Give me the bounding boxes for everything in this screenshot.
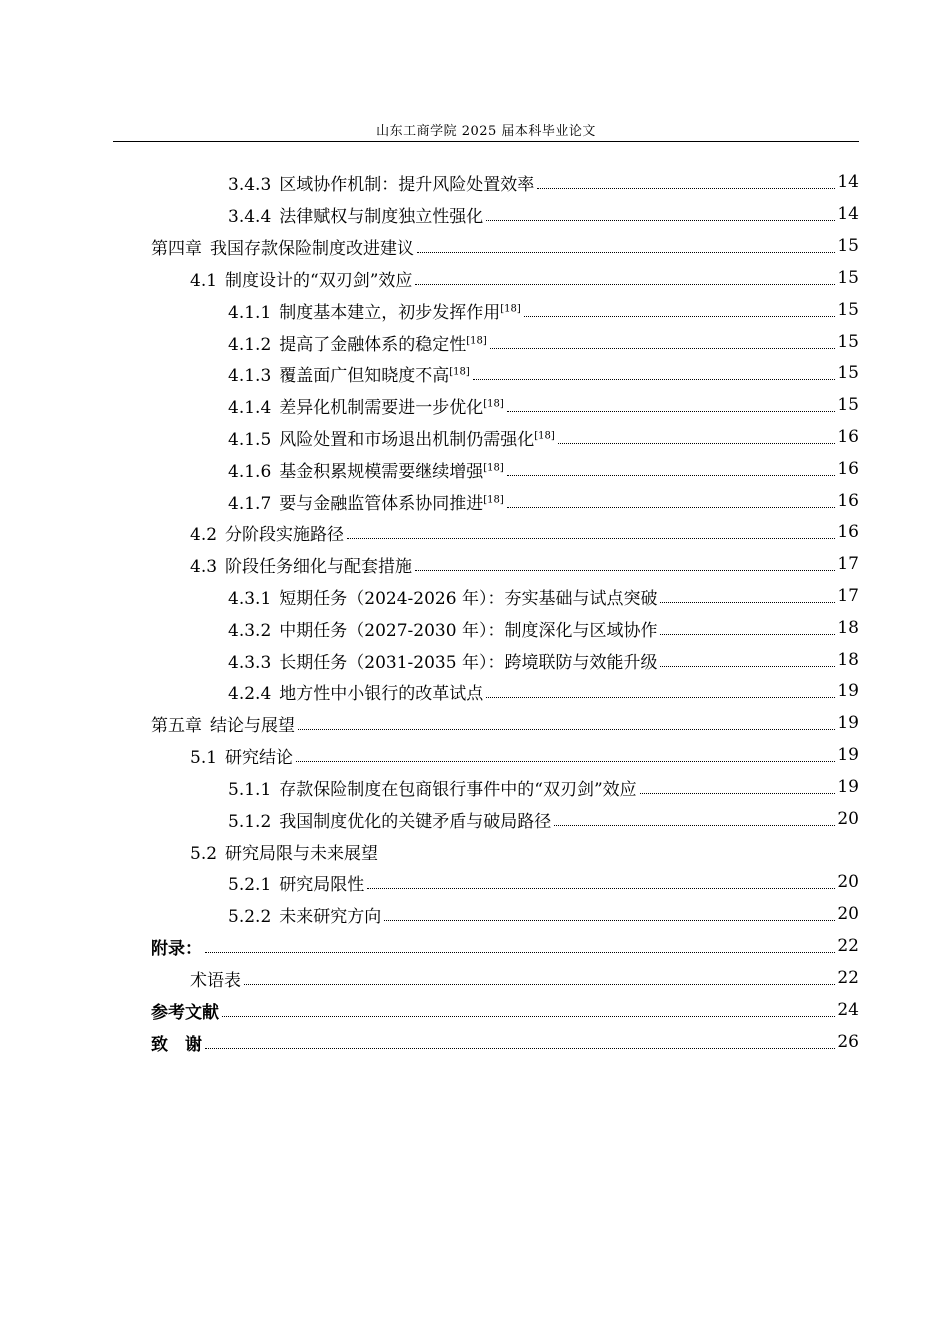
toc-entry-title: 我国存款保险制度改进建议 (210, 238, 414, 259)
toc-entry-4-3-2[interactable] (228, 612, 859, 644)
toc-entry-number: 5.1 (190, 747, 218, 768)
toc-entry-number: 5.2 (190, 843, 218, 864)
toc-entry-number: 4.3.2 (228, 620, 272, 641)
toc-page-number: 22 (837, 936, 859, 956)
toc-entry-acknowledgements[interactable] (151, 1026, 859, 1058)
toc-page-number: 16 (837, 491, 859, 511)
toc-page-number: 15 (837, 332, 859, 352)
toc-entry-number: 4.1 (190, 270, 218, 291)
dot-leader (367, 888, 835, 889)
dot-leader (384, 920, 835, 921)
toc-entry-title: 分阶段实施路径 (225, 524, 345, 545)
dot-leader (507, 411, 836, 412)
toc-entry-appendix[interactable] (151, 930, 859, 962)
toc-entry-number: 5.2.2 (228, 906, 272, 927)
toc-page-number: 15 (837, 395, 859, 415)
citation-ref: [18] (500, 302, 521, 314)
dot-leader (205, 1048, 835, 1049)
citation-ref: [18] (466, 334, 487, 346)
toc-entry-5-2-1[interactable] (228, 866, 859, 898)
dot-leader (296, 761, 835, 762)
dot-leader (490, 348, 836, 349)
toc-page-number: 15 (837, 268, 859, 288)
toc-page-number: 26 (837, 1032, 859, 1052)
toc-entry-title: 风险处置和市场退出机制仍需强化 (279, 429, 535, 450)
toc-entry-5-2[interactable] (190, 835, 859, 867)
toc-entry-4-1-5[interactable] (228, 421, 859, 453)
toc-entry-4-1-3[interactable] (228, 357, 859, 389)
dot-leader (554, 825, 835, 826)
toc-entry-glossary[interactable] (190, 962, 859, 994)
toc-entry-title: 覆盖面广但知晓度不高 (279, 365, 450, 386)
toc-entry-title: 差异化机制需要进一步优化 (279, 397, 484, 418)
toc-entry-title: 制度设计的“双刃剑”效应 (225, 270, 413, 291)
toc-entry-number: 第四章 (151, 238, 202, 259)
toc-page-number: 15 (837, 363, 859, 383)
toc-entry-title: 长期任务（2031-2035 年）：跨境联防与效能升级 (279, 652, 658, 673)
dot-leader (415, 570, 835, 571)
dot-leader (415, 284, 835, 285)
toc-entry-4-2[interactable] (190, 516, 859, 548)
header-divider (113, 141, 859, 142)
citation-ref: [18] (483, 461, 504, 473)
toc-page-number: 24 (837, 1000, 859, 1020)
toc-entry-number: 4.3.1 (228, 588, 272, 609)
toc-entry-number: 5.2.1 (228, 874, 272, 895)
toc-entry-number: 3.4.4 (228, 206, 272, 227)
dot-leader (473, 379, 836, 380)
toc-page-number: 18 (837, 650, 859, 670)
toc-page-number: 18 (837, 618, 859, 638)
toc-entry-title: 地方性中小银行的改革试点 (279, 683, 484, 704)
dot-leader (524, 316, 836, 317)
toc-entry-5-1-1[interactable] (228, 771, 859, 803)
dot-leader (507, 507, 836, 508)
toc-entry-title: 附录： (151, 938, 202, 959)
toc-entry-4-1[interactable] (190, 262, 859, 294)
toc-page-number: 16 (837, 459, 859, 479)
toc-entry-4-3-3[interactable] (228, 644, 859, 676)
citation-ref: [18] (534, 429, 555, 441)
toc-entry-chapter-5[interactable] (151, 707, 859, 739)
toc-entry-number: 4.1.6 (228, 461, 272, 482)
toc-entry-number: 5.1.2 (228, 811, 272, 832)
toc-entry-title: 研究局限性 (279, 874, 365, 895)
toc-page-number: 17 (837, 554, 859, 574)
toc-entry-number: 4.2.4 (228, 683, 272, 704)
toc-entry-number: 4.3.3 (228, 652, 272, 673)
dot-leader (660, 666, 835, 667)
toc-entry-title: 区域协作机制：提升风险处置效率 (279, 174, 535, 195)
dot-leader (640, 793, 836, 794)
toc-entry-number: 5.1.1 (228, 779, 272, 800)
toc-page-number: 20 (837, 872, 859, 892)
toc-page-number: 15 (837, 300, 859, 320)
toc-page-number: 19 (837, 745, 859, 765)
toc-entry-number: 4.1.1 (228, 302, 272, 323)
toc-entry-4-1-6[interactable] (228, 453, 859, 485)
toc-entry-title: 参考文献 (151, 1002, 219, 1023)
citation-ref: [18] (483, 397, 504, 409)
toc-entry-number: 4.1.2 (228, 334, 272, 355)
toc-page-number: 22 (837, 968, 859, 988)
dot-leader (205, 952, 835, 953)
toc-page-number: 15 (837, 236, 859, 256)
toc-entry-number: 3.4.3 (228, 174, 272, 195)
toc-entry-title: 我国制度优化的关键矛盾与破局路径 (279, 811, 552, 832)
toc-page-number: 14 (837, 172, 859, 192)
toc-entry-chapter-4[interactable] (151, 230, 859, 262)
toc-entry-number: 4.3 (190, 556, 218, 577)
dot-leader (244, 984, 835, 985)
toc-entry-4-1-2[interactable] (228, 326, 859, 358)
toc-entry-title: 未来研究方向 (279, 906, 382, 927)
toc-entry-title: 要与金融监管体系协同推进 (279, 493, 484, 514)
toc-page-number: 16 (837, 522, 859, 542)
dot-leader (660, 602, 835, 603)
dot-leader (222, 1016, 835, 1017)
dot-leader (347, 538, 835, 539)
dot-leader (486, 697, 835, 698)
toc-entry-3-4-3[interactable] (228, 166, 859, 198)
toc-entry-title: 中期任务（2027-2030 年）：制度深化与区域协作 (279, 620, 658, 641)
toc-page-number: 19 (837, 777, 859, 797)
toc-entry-number: 4.1.3 (228, 365, 272, 386)
toc-page-number: 20 (837, 809, 859, 829)
toc-entry-number: 4.1.5 (228, 429, 272, 450)
toc-page-number: 19 (837, 681, 859, 701)
dot-leader (486, 220, 835, 221)
toc-page-number: 17 (837, 586, 859, 606)
dot-leader (417, 252, 835, 253)
toc-entry-4-2-4[interactable] (228, 675, 859, 707)
toc-entry-title: 制度基本建立，初步发挥作用 (279, 302, 501, 323)
toc-entry-4-1-4[interactable] (228, 389, 859, 421)
toc-entry-references[interactable] (151, 994, 859, 1026)
toc-entry-4-1-7[interactable] (228, 485, 859, 517)
dot-leader (298, 729, 835, 730)
toc-entry-title: 法律赋权与制度独立性强化 (279, 206, 484, 227)
toc-entry-title: 致 谢 (151, 1034, 202, 1055)
toc-entry-number: 4.1.4 (228, 397, 272, 418)
dot-leader (507, 475, 836, 476)
dot-leader (537, 188, 835, 189)
toc-entry-5-1-2[interactable] (228, 803, 859, 835)
toc-entry-title: 研究结论 (225, 747, 294, 768)
toc-entry-4-1-1[interactable] (228, 294, 859, 326)
toc-entry-title: 术语表 (190, 970, 241, 991)
toc-entry-4-3-1[interactable] (228, 580, 859, 612)
toc-entry-title: 结论与展望 (210, 715, 295, 736)
toc-entry-title: 提高了金融体系的稳定性 (279, 334, 467, 355)
toc-entry-number: 4.2 (190, 524, 218, 545)
toc-entry-title: 短期任务（2024-2026 年）：夯实基础与试点突破 (279, 588, 658, 609)
toc-page-number: 16 (837, 427, 859, 447)
toc-page-number: 14 (837, 204, 859, 224)
toc-page-number: 20 (837, 904, 859, 924)
toc-entry-title: 存款保险制度在包商银行事件中的“双刃剑”效应 (279, 779, 637, 800)
toc-page-number: 19 (837, 713, 859, 733)
running-header: 山东工商学院 2025 届本科毕业论文 (376, 124, 596, 139)
toc-entry-5-2-2[interactable] (228, 898, 859, 930)
toc-entry-4-3[interactable] (190, 548, 859, 580)
toc-entry-5-1[interactable] (190, 739, 859, 771)
toc-entry-title: 研究局限与未来展望 (225, 843, 379, 864)
dot-leader (558, 443, 836, 444)
toc-entry-title: 基金积累规模需要继续增强 (279, 461, 484, 482)
toc-entry-number: 第五章 (151, 715, 202, 736)
toc-entry-3-4-4[interactable] (228, 198, 859, 230)
citation-ref: [18] (449, 365, 470, 377)
toc-entry-title: 阶段任务细化与配套措施 (225, 556, 413, 577)
citation-ref: [18] (483, 493, 504, 505)
dot-leader (660, 634, 835, 635)
toc-entry-number: 4.1.7 (228, 493, 272, 514)
